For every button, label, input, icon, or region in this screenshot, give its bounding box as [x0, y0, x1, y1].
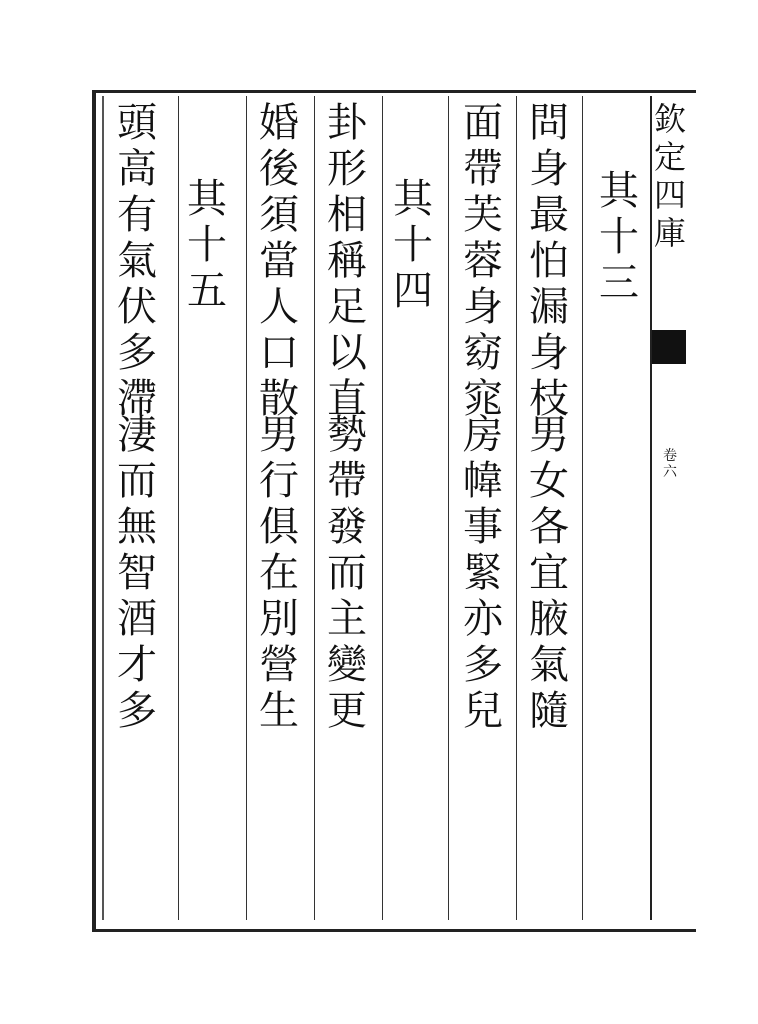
character: 窕	[463, 376, 503, 422]
character: 相	[327, 192, 367, 238]
character: 高	[117, 146, 157, 192]
character: 才	[117, 642, 157, 688]
character: 更	[327, 688, 367, 734]
character: 亦	[463, 596, 503, 642]
character: 以	[327, 330, 367, 376]
character: 口	[259, 330, 299, 376]
character: 氣	[117, 238, 157, 284]
character: 身	[529, 146, 569, 192]
character: 足	[327, 284, 367, 330]
character: 其	[393, 176, 433, 222]
character: 漏	[529, 284, 569, 330]
column-rule	[448, 96, 449, 920]
character: 隨	[529, 688, 569, 734]
column-rule	[382, 96, 383, 920]
character: 十	[187, 222, 227, 268]
character: 面	[463, 100, 503, 146]
character: 房	[463, 412, 503, 458]
character: 兒	[463, 688, 503, 734]
character: 散	[259, 376, 299, 422]
character: 變	[327, 642, 367, 688]
text-segment	[520, 100, 578, 422]
character: 其	[187, 176, 227, 222]
text-segment	[178, 176, 236, 314]
character: 多	[463, 642, 503, 688]
text-segment	[520, 412, 578, 734]
character: 無	[117, 504, 157, 550]
frame-inner-line	[102, 96, 104, 920]
character: 俱	[259, 504, 299, 550]
character: 男	[259, 412, 299, 458]
character: 淒	[117, 412, 157, 458]
character: 芙	[463, 192, 503, 238]
character: 有	[117, 192, 157, 238]
character: 窈	[463, 330, 503, 376]
character: 腋	[529, 596, 569, 642]
character: 伏	[117, 284, 157, 330]
fore-edge-juan-number: 卷 六	[663, 448, 677, 480]
character: 滯	[117, 376, 157, 422]
character: 卦	[327, 100, 367, 146]
character: 主	[327, 596, 367, 642]
character: 直	[327, 376, 367, 422]
character: 稱	[327, 238, 367, 284]
text-segment	[318, 412, 376, 734]
text-segment	[384, 176, 442, 314]
fore-edge-fishtail-mark	[652, 330, 686, 364]
character: 智	[117, 550, 157, 596]
character: 枝	[529, 376, 569, 422]
character: 其	[599, 168, 639, 214]
character: 身	[529, 330, 569, 376]
character: 發	[327, 504, 367, 550]
character: 行	[259, 458, 299, 504]
character: 勢	[327, 412, 367, 458]
character: 形	[327, 146, 367, 192]
character: 男	[529, 412, 569, 458]
character: 五	[187, 268, 227, 314]
character: 帶	[463, 146, 503, 192]
character: 女	[529, 458, 569, 504]
text-segment	[454, 412, 512, 734]
text-segment	[250, 100, 308, 422]
character: 緊	[463, 550, 503, 596]
column-rule	[582, 96, 583, 920]
character: 十	[599, 214, 639, 260]
text-segment	[454, 100, 512, 422]
text-segment	[318, 100, 376, 422]
character: 生	[259, 688, 299, 734]
column-rule	[314, 96, 315, 920]
character: 婚	[259, 100, 299, 146]
character: 蓉	[463, 238, 503, 284]
character: 事	[463, 504, 503, 550]
character: 後	[259, 146, 299, 192]
text-segment	[250, 412, 308, 734]
character: 而	[117, 458, 157, 504]
character: 氣	[529, 642, 569, 688]
character: 幃	[463, 458, 503, 504]
character: 須	[259, 192, 299, 238]
character: 怕	[529, 238, 569, 284]
text-segment	[590, 168, 648, 306]
column-rule	[246, 96, 247, 920]
character: 別	[259, 596, 299, 642]
character: 多	[117, 330, 157, 376]
character: 各	[529, 504, 569, 550]
character: 在	[259, 550, 299, 596]
character: 最	[529, 192, 569, 238]
column-rule	[516, 96, 517, 920]
character: 當	[259, 238, 299, 284]
character: 帶	[327, 458, 367, 504]
character: 十	[393, 222, 433, 268]
fore-edge-title: 欽 定 四 庫	[653, 100, 686, 252]
character: 宜	[529, 550, 569, 596]
character: 問	[529, 100, 569, 146]
character: 頭	[117, 100, 157, 146]
character: 多	[117, 688, 157, 734]
character: 四	[393, 268, 433, 314]
character: 三	[599, 260, 639, 306]
character: 人	[259, 284, 299, 330]
character: 營	[259, 642, 299, 688]
text-segment	[108, 100, 166, 422]
character: 身	[463, 284, 503, 330]
text-segment	[108, 412, 166, 734]
character: 酒	[117, 596, 157, 642]
character: 而	[327, 550, 367, 596]
